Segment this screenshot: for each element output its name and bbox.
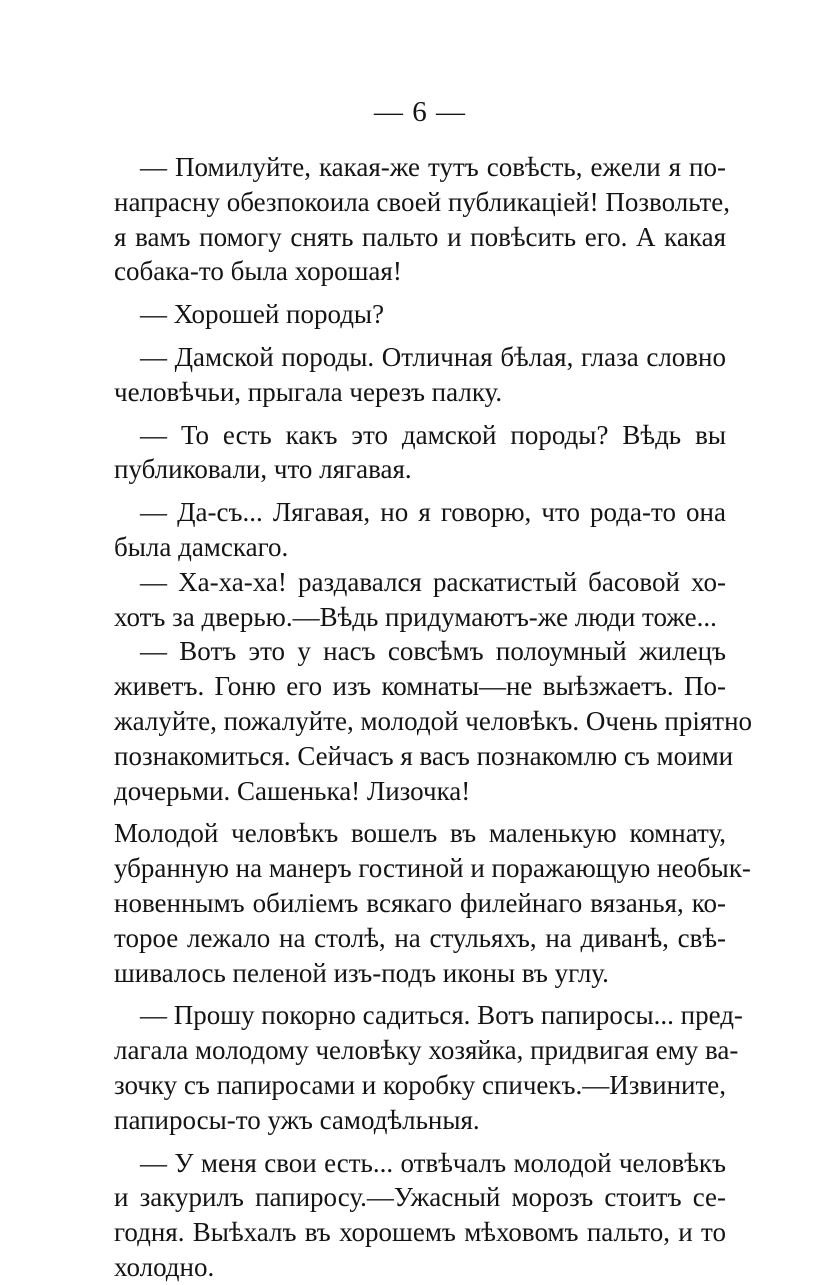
text-line: собака-то была хорошая! (114, 256, 402, 287)
text-line: напрасну обезпокоила своей публикацiей! Позвольте, (114, 186, 731, 217)
text-line: шивалось пеленой изъ-подъ иконы въ углу. (114, 957, 609, 988)
text-line: — Дамской породы. Отличная бѣлая, глаза словно (140, 341, 726, 372)
text-line: лагала молодому человѣку хозяйка, придвигая ему ва- (114, 1035, 739, 1066)
text-line: — Прошу покорно садиться. Вотъ папиросы... пред- (140, 1000, 743, 1031)
text-line: — Хорошей породы? (140, 299, 385, 330)
text-line: была дамскаго. (114, 531, 289, 562)
text-line: Молодой человѣкъ вошелъ въ маленькую комнату, (114, 818, 726, 849)
text-line: живетъ. Гоню его изъ комнаты—не выѣзжаетъ. По- (114, 671, 726, 702)
text-line: дочерьми. Сашенька! Лизочка! (114, 775, 471, 806)
text-line: познакомиться. Сейчасъ я васъ познакомлю съ моими (114, 740, 734, 771)
text-line: и закурилъ папиросу.—Ужасный морозъ стоитъ се- (114, 1182, 726, 1213)
text-line: — Помилуйте, какая-же тутъ совѣсть, ежели я по- (140, 152, 726, 182)
text-line: торое лежало на столѣ, на стульяхъ, на диванѣ, свѣ- (114, 922, 726, 953)
body-text (114, 150, 753, 1285)
text-line: — Вотъ это у насъ совсѣмъ полоумный жилецъ (140, 636, 726, 667)
text-line: — Ха-ха-ха! раздавался раскатистый басовой хо- (140, 566, 726, 597)
text-line: хотъ за дверью.—Вѣдь придумаютъ-же люди тоже... (114, 601, 717, 632)
text-line: — Да-съ... Лягавая, но я говорю, что рода-то она (140, 497, 726, 528)
text-line: публиковали, что лягавая. (114, 454, 412, 485)
text-line: холодно. (114, 1251, 215, 1282)
text-line: годня. Выѣхалъ въ хорошемъ мѣховомъ пальто, и то (114, 1217, 726, 1248)
text-line: — То есть какъ это дамской породы? Вѣдь вы (140, 419, 726, 450)
text-line: — У меня свои есть... отвѣчалъ молодой человѣкъ (140, 1147, 726, 1178)
text-line: зочку съ папиросами и коробку спичекъ.—Извините, (114, 1069, 727, 1100)
page-number: — 6 — (374, 96, 466, 128)
text-line: жалуйте, пожалуйте, молодой человѣкъ. Очень прiятно (114, 705, 753, 736)
text-line: новеннымъ обилiемъ всякаго филейнаго вязанья, ко- (114, 887, 726, 918)
text-line: убранную на манеръ гостиной и поражающую необык- (114, 853, 751, 884)
text-line: я вамъ помогу снять пальто и повѣсить его. А какая (114, 221, 726, 252)
text-line: папиросы-то ужъ самодѣльныя. (114, 1104, 480, 1135)
text-line: человѣчьи, прыгала черезъ палку. (114, 376, 503, 407)
